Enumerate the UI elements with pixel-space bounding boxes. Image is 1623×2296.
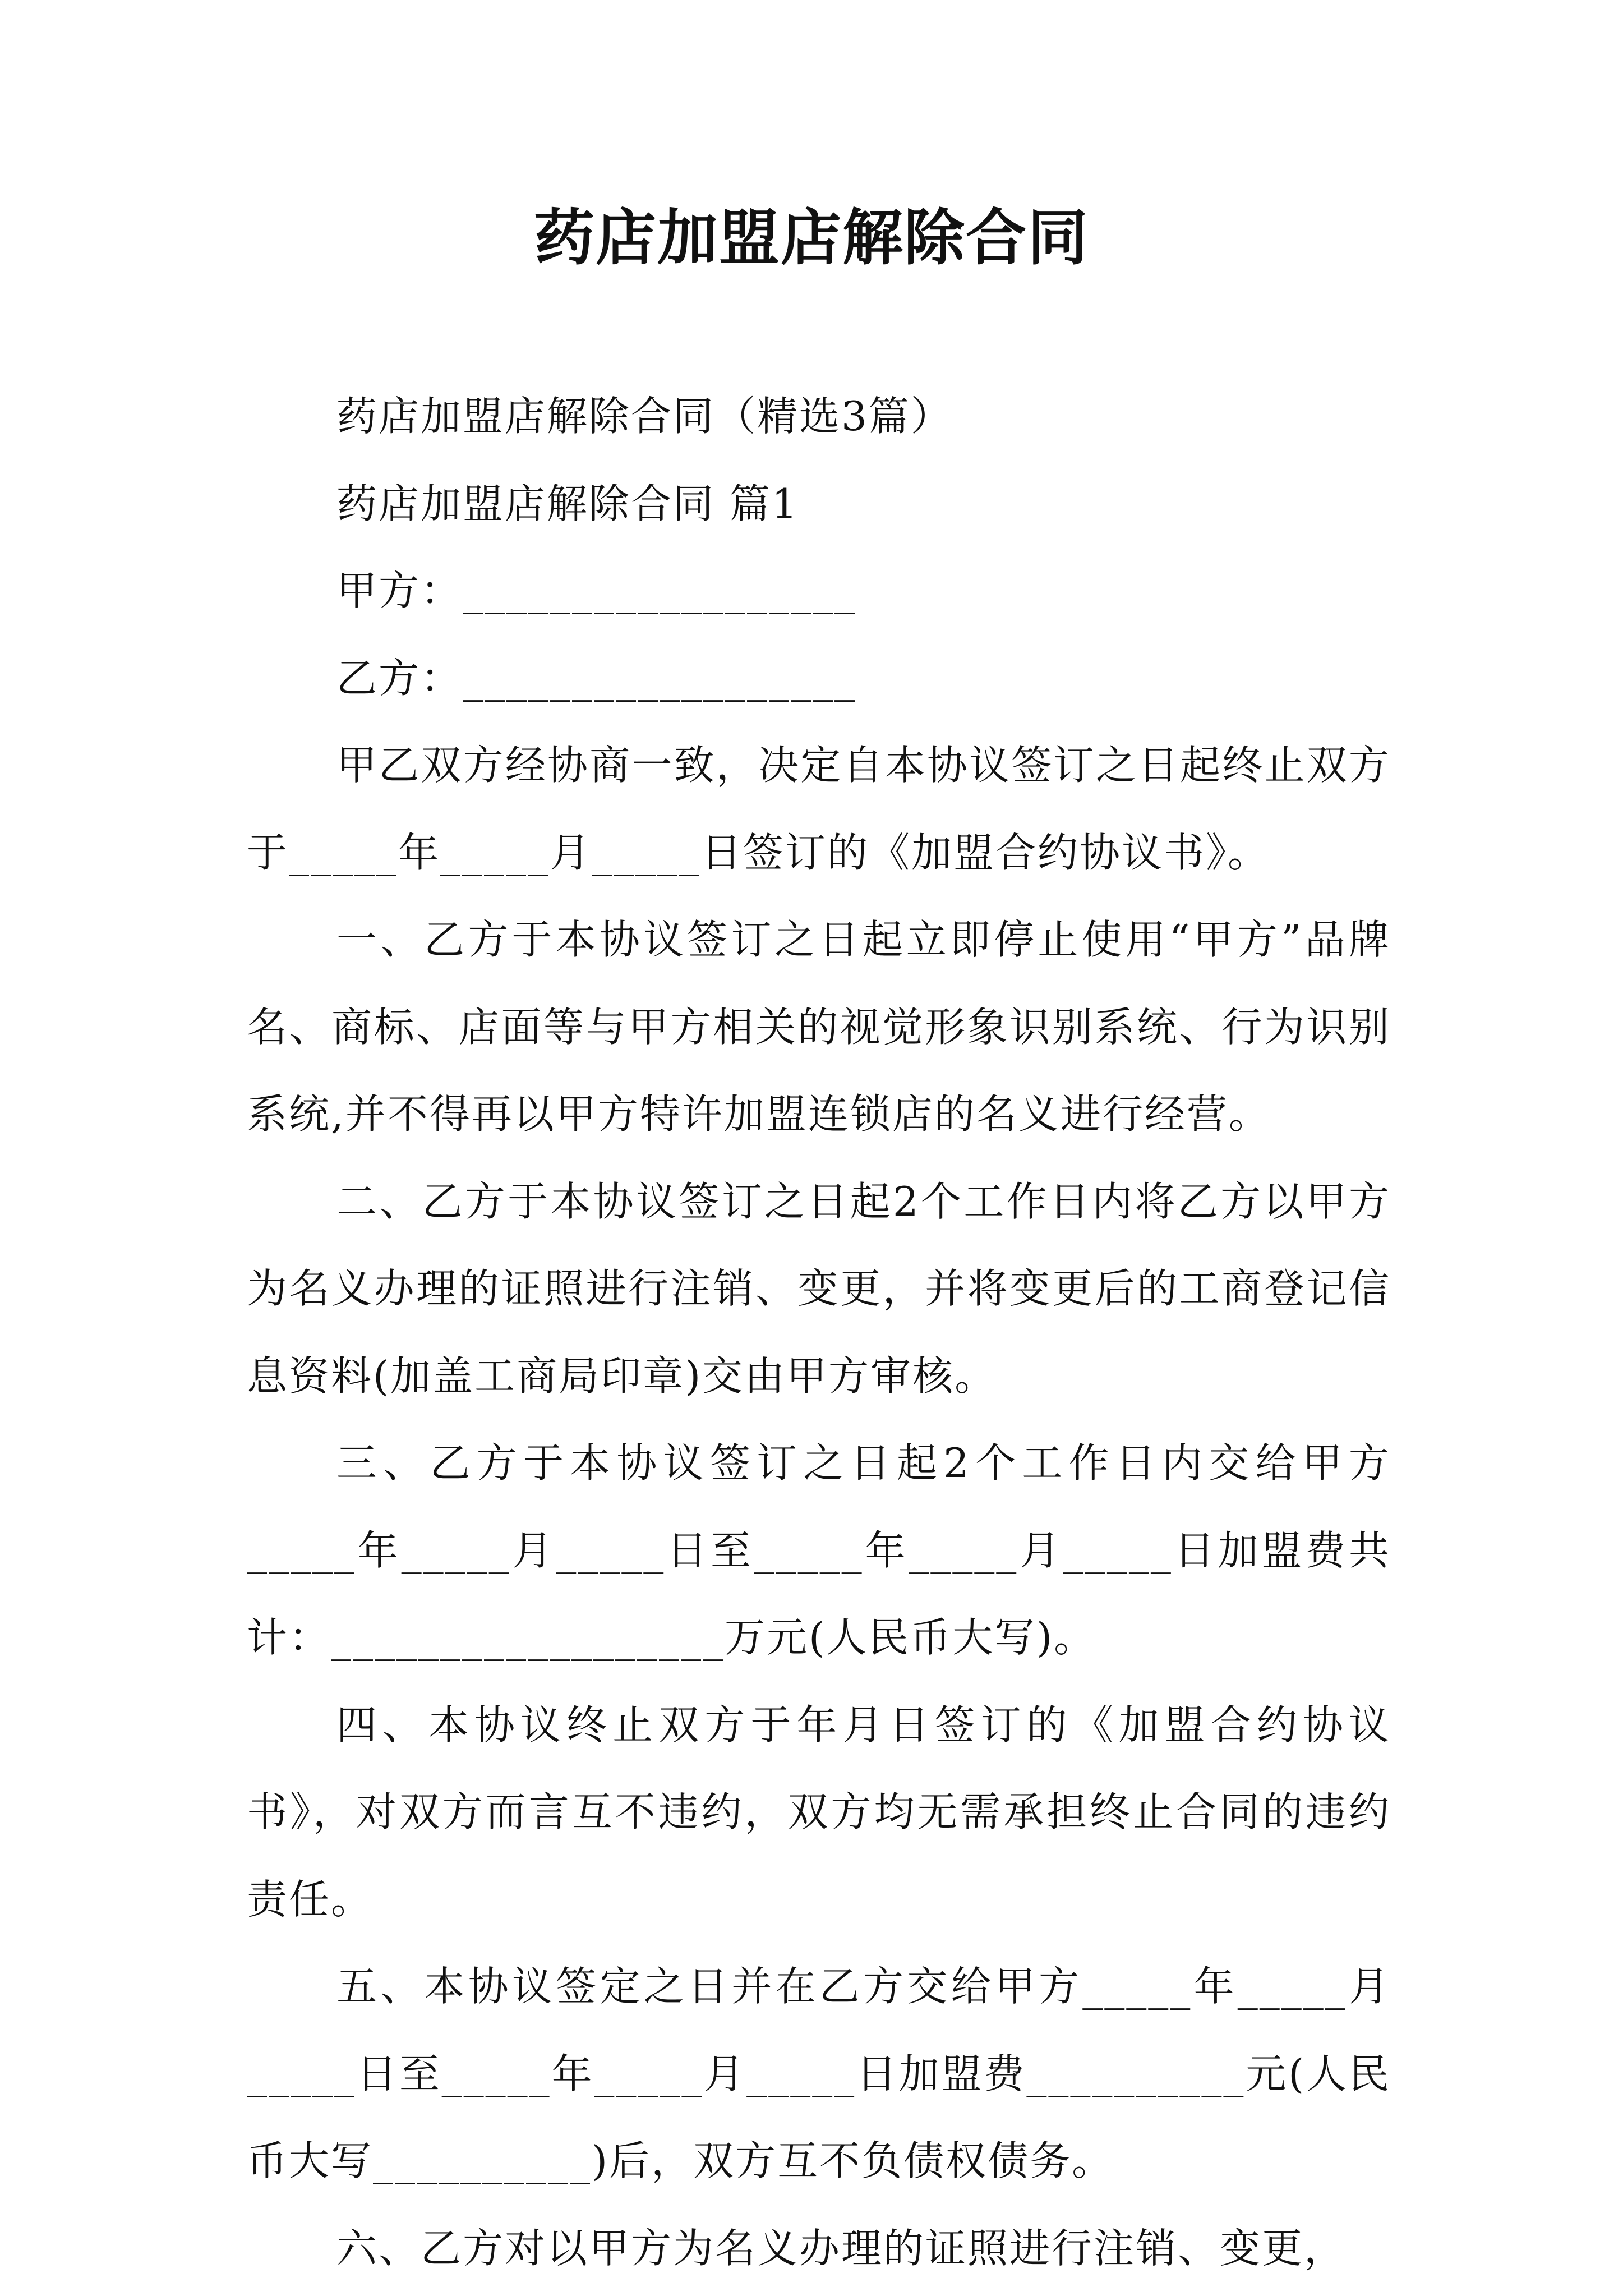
- paragraph-clause-4: 四、本协议终止双方于年月日签订的《加盟合约协议书》，对双方而言互不违约，双方均无需承担终止合同的违约责任。: [247, 1701, 1391, 1923]
- paragraph-subtitle: 药店加盟店解除合同（精选3篇）: [336, 393, 953, 440]
- paragraph-clause-2: 二、乙方于本协议签订之日起2个工作日内将乙方以甲方为名义办理的证照进行注销、变更，并将变更后的工商登记信息资料(加盖工商局印章)交由甲方审核。: [247, 1177, 1391, 1400]
- document-body: [247, 373, 1391, 2292]
- paragraph-clause-1: 一、乙方于本协议签订之日起立即停止使用“甲方”品牌名、商标、店面等与甲方相关的视觉形象识别系统、行为识别系统,并不得再以甲方特许加盟连锁店的名义进行经营。: [247, 916, 1391, 1138]
- paragraph-section-heading: 药店加盟店解除合同 篇1: [336, 480, 799, 527]
- paragraph-clause-6: 六、乙方对以甲方为名义办理的证照进行注销、变更，: [336, 2224, 1347, 2272]
- paragraph-party-a: 甲方：__________________: [336, 567, 857, 614]
- paragraph-clause-5: 五、本协议签定之日并在乙方交给甲方_____年_____月_____日至_____年_____月_____日加盟费__________元(人民币大写__________)后，双方互不负债权债务。: [247, 1963, 1391, 2184]
- paragraph-party-b: 乙方：__________________: [336, 654, 857, 702]
- document-title: 药店加盟店解除合同: [533, 203, 1089, 273]
- paragraph-preamble: 甲乙双方经协商一致，决定自本协议签订之日起终止双方于_____年_____月_____日签订的《加盟合约协议书》。: [247, 742, 1391, 876]
- paragraph-clause-3: 三、乙方于本协议签订之日起2个工作日内交给甲方_____年_____月_____日至_____年_____月_____日加盟费共计：__________________万元(人民币大写)。: [247, 1439, 1391, 1661]
